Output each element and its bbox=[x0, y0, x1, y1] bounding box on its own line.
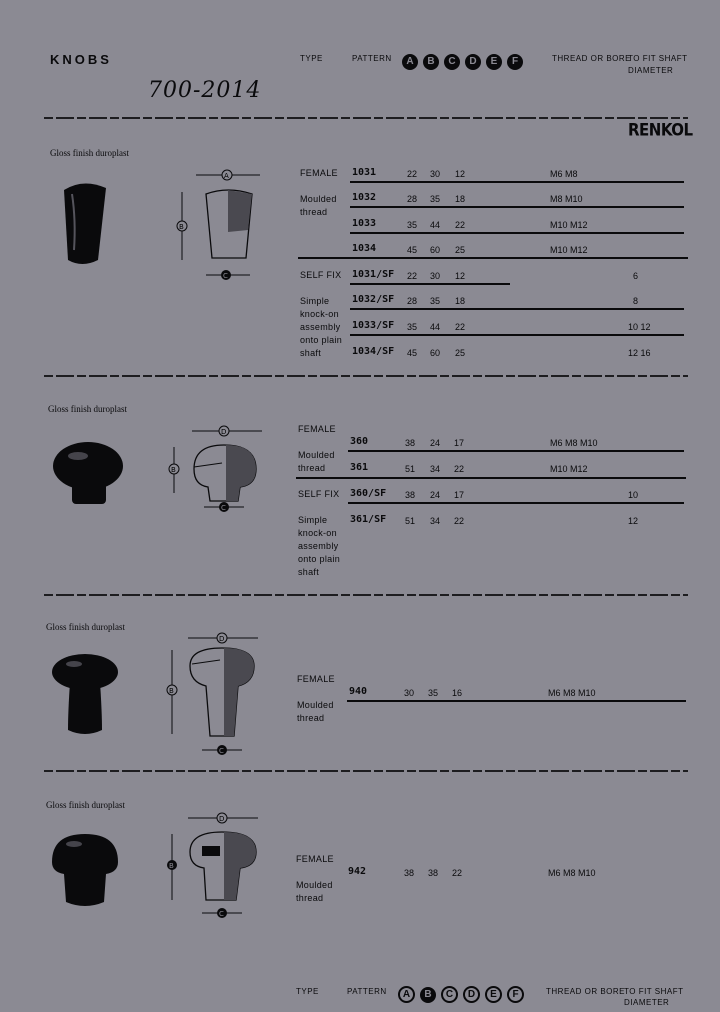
dim-a: 28 bbox=[407, 296, 418, 306]
thread-size: M6 M8 M10 bbox=[550, 438, 598, 448]
svg-text:D: D bbox=[219, 815, 225, 823]
footer-shaft-header-2: DIAMETER bbox=[624, 998, 670, 1007]
letter-b-badge: B bbox=[423, 54, 439, 70]
type-label: FEMALE Moulded thread bbox=[297, 674, 335, 723]
pattern-code: 1034 bbox=[352, 243, 377, 254]
row-rule bbox=[350, 308, 684, 310]
shaft-diameter: 12 16 bbox=[628, 348, 651, 358]
dim-c: 18 bbox=[455, 194, 466, 204]
separator bbox=[44, 117, 688, 119]
dim-a: 51 bbox=[405, 516, 416, 526]
svg-text:B: B bbox=[179, 223, 184, 231]
row-rule bbox=[350, 334, 684, 336]
dim-c: 22 bbox=[455, 322, 466, 332]
section-1-material: Gloss finish duroplast bbox=[50, 148, 130, 158]
dim-a: 38 bbox=[405, 438, 416, 448]
pattern-code: 940 bbox=[349, 686, 368, 697]
dim-a: 30 bbox=[404, 688, 415, 698]
dim-b: 44 bbox=[430, 220, 441, 230]
svg-text:B: B bbox=[171, 466, 176, 474]
pattern-code: 1031/SF bbox=[352, 269, 395, 280]
dim-a: 22 bbox=[407, 169, 418, 179]
svg-text:B: B bbox=[169, 862, 174, 870]
dim-c: 22 bbox=[455, 220, 466, 230]
dim-c: 16 bbox=[452, 688, 463, 698]
separator bbox=[44, 375, 688, 377]
letter-a-badge: A bbox=[402, 54, 418, 70]
type-label: FEMALE Moulded thread bbox=[300, 168, 338, 217]
dim-b: 44 bbox=[430, 322, 441, 332]
separator bbox=[44, 770, 688, 772]
letter-f-badge: F bbox=[507, 54, 523, 70]
thread-size: M6 M8 M10 bbox=[548, 868, 596, 878]
brand-logo: RENKOL bbox=[628, 120, 693, 140]
dim-a: 38 bbox=[404, 868, 415, 878]
letter-f-badge: F bbox=[507, 986, 524, 1003]
pattern-code: 361 bbox=[350, 462, 369, 473]
row-rule bbox=[350, 181, 684, 183]
dim-c: 22 bbox=[452, 868, 463, 878]
letter-c-badge: C bbox=[441, 986, 458, 1003]
section-3-material: Gloss finish duroplast bbox=[46, 622, 126, 632]
shaft-diameter: 6 bbox=[633, 271, 639, 281]
footer-thread-header: THREAD OR BORE bbox=[546, 987, 626, 996]
knob-360-photo bbox=[50, 440, 126, 508]
thread-column-header: THREAD OR BORE bbox=[552, 54, 632, 63]
dim-c: 18 bbox=[455, 296, 466, 306]
dim-a: 28 bbox=[407, 194, 418, 204]
dim-b: 60 bbox=[430, 348, 441, 358]
footer-pattern-header: PATTERN bbox=[347, 987, 387, 996]
knob-1031-diagram bbox=[170, 168, 270, 286]
svg-text:D: D bbox=[221, 428, 227, 436]
type-label: FEMALE Moulded thread bbox=[296, 854, 334, 903]
shaft-column-header: TO FIT SHAFT bbox=[628, 54, 688, 63]
thread-size: M8 M10 bbox=[550, 194, 583, 204]
knob-940-diagram bbox=[160, 630, 270, 760]
svg-text:C: C bbox=[219, 747, 224, 755]
knob-360-diagram bbox=[162, 423, 272, 518]
dim-b: 35 bbox=[430, 296, 441, 306]
row-rule bbox=[350, 283, 510, 285]
footer-shaft-header: TO FIT SHAFT bbox=[624, 987, 684, 996]
footer-type-header: TYPE bbox=[296, 987, 319, 996]
thread-size: M6 M8 M10 bbox=[548, 688, 596, 698]
dimension-letters-header bbox=[402, 51, 528, 70]
dim-b: 24 bbox=[430, 490, 441, 500]
footer-dimension-letters bbox=[398, 984, 529, 1003]
knob-1031-photo bbox=[58, 180, 118, 268]
row-rule bbox=[350, 232, 684, 234]
pattern-code: 1032 bbox=[352, 192, 377, 203]
dim-a: 38 bbox=[405, 490, 416, 500]
type-label: SELF FIX Simple knock-on assembly onto plain shaft bbox=[300, 270, 343, 358]
letter-a-badge: A bbox=[398, 986, 415, 1003]
dim-b: 30 bbox=[430, 271, 441, 281]
pattern-column-header: PATTERN bbox=[352, 54, 392, 63]
svg-text:C: C bbox=[219, 910, 224, 918]
type-label: FEMALE Moulded thread bbox=[298, 424, 336, 473]
shaft-diameter: 12 bbox=[628, 516, 639, 526]
separator bbox=[44, 594, 688, 596]
knob-942-photo bbox=[50, 832, 120, 910]
shaft-diameter: 8 bbox=[633, 296, 639, 306]
thread-size: M10 M12 bbox=[550, 464, 588, 474]
shaft-diameter: 10 bbox=[628, 490, 639, 500]
group-rule bbox=[296, 477, 686, 479]
dim-b: 30 bbox=[430, 169, 441, 179]
dim-a: 51 bbox=[405, 464, 416, 474]
dim-c: 22 bbox=[454, 516, 465, 526]
shaft-diameter: 10 12 bbox=[628, 322, 651, 332]
dim-c: 12 bbox=[455, 271, 466, 281]
letter-d-badge: D bbox=[465, 54, 481, 70]
group-rule bbox=[298, 257, 688, 259]
pattern-code: 1034/SF bbox=[352, 346, 395, 357]
dim-c: 25 bbox=[455, 348, 466, 358]
section-4-material: Gloss finish duroplast bbox=[46, 800, 126, 810]
dim-c: 17 bbox=[454, 490, 465, 500]
letter-b-badge: B bbox=[420, 987, 436, 1003]
letter-c-badge: C bbox=[444, 54, 460, 70]
thread-size: M6 M8 bbox=[550, 169, 578, 179]
shaft-column-header-2: DIAMETER bbox=[628, 66, 674, 75]
page-title: KNOBS bbox=[50, 52, 112, 67]
pattern-code: 1033 bbox=[352, 218, 377, 229]
dim-b: 35 bbox=[430, 194, 441, 204]
dim-c: 22 bbox=[454, 464, 465, 474]
dim-a: 22 bbox=[407, 271, 418, 281]
dim-c: 17 bbox=[454, 438, 465, 448]
row-rule bbox=[348, 450, 684, 452]
dim-a: 35 bbox=[407, 322, 418, 332]
svg-text:A: A bbox=[224, 172, 229, 180]
knob-940-photo bbox=[50, 652, 120, 738]
thread-size: M10 M12 bbox=[550, 220, 588, 230]
dim-b: 35 bbox=[428, 688, 439, 698]
dim-c: 25 bbox=[455, 245, 466, 255]
pattern-code: 361/SF bbox=[350, 514, 387, 525]
svg-text:C: C bbox=[223, 272, 228, 280]
knob-942-diagram bbox=[160, 810, 270, 928]
dim-b: 34 bbox=[430, 464, 441, 474]
dim-a: 35 bbox=[407, 220, 418, 230]
pattern-code: 1032/SF bbox=[352, 294, 395, 305]
pattern-code: 1031 bbox=[352, 167, 377, 178]
type-label: SELF FIX Simple knock-on assembly onto plain shaft bbox=[298, 489, 341, 577]
type-column-header: TYPE bbox=[300, 54, 323, 63]
svg-text:C: C bbox=[221, 504, 226, 512]
dim-c: 12 bbox=[455, 169, 466, 179]
letter-d-badge: D bbox=[463, 986, 480, 1003]
catalog-code: 700-2014 bbox=[148, 78, 262, 103]
dim-a: 45 bbox=[407, 348, 418, 358]
dim-b: 60 bbox=[430, 245, 441, 255]
letter-e-badge: E bbox=[485, 986, 502, 1003]
pattern-code: 360 bbox=[350, 436, 369, 447]
section-2-material: Gloss finish duroplast bbox=[48, 404, 128, 414]
pattern-code: 360/SF bbox=[350, 488, 387, 499]
dim-a: 45 bbox=[407, 245, 418, 255]
svg-text:B: B bbox=[169, 687, 174, 695]
dim-b: 34 bbox=[430, 516, 441, 526]
pattern-code: 942 bbox=[348, 866, 367, 877]
dim-b: 38 bbox=[428, 868, 439, 878]
pattern-code: 1033/SF bbox=[352, 320, 395, 331]
svg-text:D: D bbox=[219, 635, 225, 643]
row-rule bbox=[347, 700, 686, 702]
dim-b: 24 bbox=[430, 438, 441, 448]
letter-e-badge: E bbox=[486, 54, 502, 70]
row-rule bbox=[350, 206, 684, 208]
row-rule bbox=[348, 502, 684, 504]
thread-size: M10 M12 bbox=[550, 245, 588, 255]
